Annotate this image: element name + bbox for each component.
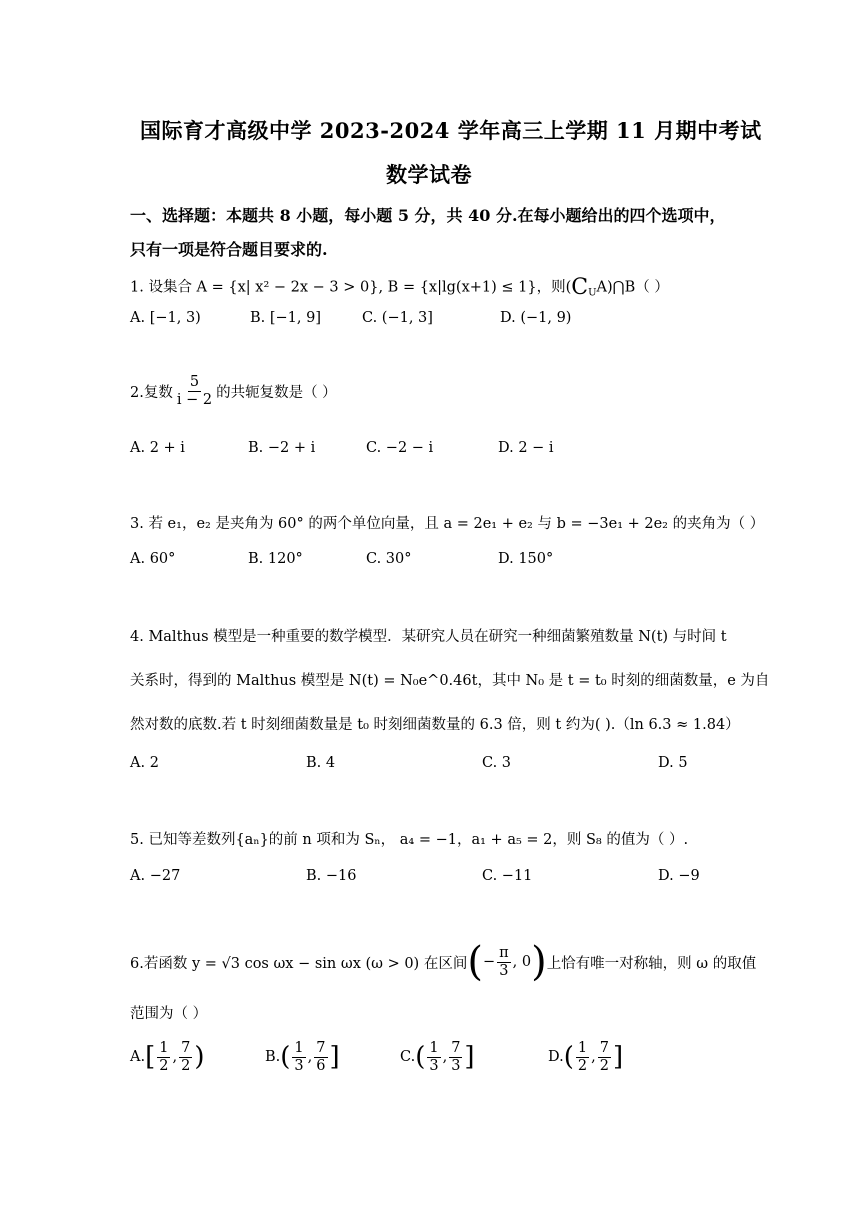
- minus-sign: −: [482, 954, 496, 970]
- q3-option-d: D. 150°: [498, 551, 554, 567]
- q5-option-d: D. −9: [658, 868, 700, 884]
- fraction-a: $\frac{1}{2}$: [159, 1040, 169, 1074]
- question-4-line1: 4. Malthus 模型是一种重要的数学模型．某研究人员在研究一种细菌繁殖数量 N(t) 与时间 t: [130, 629, 727, 645]
- question-2-suffix: 的共轭复数是（ ）: [216, 384, 337, 401]
- fraction-numerator: π: [499, 944, 509, 961]
- option-label: A.: [130, 1049, 146, 1066]
- fraction-b: $\frac{7}{6}$: [316, 1040, 326, 1074]
- q2-option-b: B. −2 + i: [248, 440, 316, 456]
- right-bracket: ): [194, 1042, 205, 1073]
- q1-option-a: A. [−1, 3): [130, 310, 201, 326]
- option-label: B.: [265, 1049, 281, 1066]
- fraction-a: $\frac{1}{3}$: [294, 1040, 304, 1074]
- question-2-stem: [130, 374, 337, 408]
- fraction-b: $\frac{7}{3}$: [451, 1040, 461, 1074]
- q6-option-d: [548, 1040, 623, 1074]
- q4-option-a: A. 2: [130, 755, 159, 771]
- question-4-line2: 关系时，得到的 Malthus 模型是 N(t) = N₀e^0.46t，其中 N₀ 是 t = t₀ 时刻的细菌数量，e 为自: [130, 673, 770, 689]
- question-1-text: 1. 设集合 A = {x| x² − 2x − 3 > 0}, B = {x|lg(x+1) ≤ 1}，则(: [130, 279, 572, 296]
- fraction-a: $\frac{1}{2}$: [577, 1040, 588, 1074]
- question-2-prefix: 2.复数: [130, 384, 173, 401]
- right-bracket: ]: [612, 1042, 624, 1073]
- left-bracket: [: [145, 1042, 156, 1073]
- q1-option-b: B. [−1, 9]: [250, 310, 322, 326]
- question-6-text-a: 6.若函数 y = √3 cos ωx − sin ωx (ω > 0) 在区间: [130, 955, 468, 972]
- question-6-text-b: 上恰有唯一对称轴，则 ω 的取值: [546, 955, 757, 972]
- question-6-line2: 范围为（ ）: [130, 1006, 208, 1022]
- left-bracket: (: [415, 1042, 426, 1073]
- complement-symbol: C: [571, 275, 589, 300]
- fraction-b: $\frac{7}{2}$: [181, 1040, 191, 1074]
- right-bracket: ]: [329, 1042, 340, 1073]
- question-2-fraction: [175, 374, 214, 408]
- question-5-stem: 5. 已知等差数列{aₙ}的前 n 项和为 Sₙ， a₄ = −1，a₁ + a₅ = 2，则 S₈ 的值为（ ）.: [130, 832, 689, 848]
- q6-option-c: [400, 1040, 475, 1074]
- q4-option-b: B. 4: [306, 755, 336, 771]
- fraction-b: $\frac{7}{2}$: [599, 1040, 609, 1074]
- q3-option-c: C. 30°: [366, 551, 412, 567]
- fraction-denominator: i − 2: [176, 391, 213, 408]
- q4-option-c: C. 3: [482, 755, 512, 771]
- fraction-denominator: 3: [499, 962, 509, 979]
- comma: ,: [172, 1049, 178, 1066]
- q5-option-b: B. −16: [306, 868, 357, 884]
- section-heading-line1: 一、选择题：本题共 8 小题，每小题 5 分，共 40 分.在每小题给出的四个选项中，: [130, 206, 726, 225]
- q2-option-c: C. −2 − i: [366, 440, 434, 456]
- q2-option-a: A. 2 + i: [130, 440, 185, 456]
- interval-fraction: [497, 945, 511, 979]
- q6-option-a: [130, 1040, 204, 1074]
- section-heading-line2: 只有一项是符合题目要求的.: [130, 240, 328, 259]
- q5-option-c: C. −11: [482, 868, 533, 884]
- question-6-stem: [130, 939, 757, 985]
- left-bracket: (: [280, 1042, 291, 1073]
- complement-subscript: U: [588, 287, 597, 299]
- page-subtitle: 数学试卷: [386, 162, 472, 187]
- comma: ,: [307, 1049, 313, 1066]
- left-bracket: (: [563, 1042, 574, 1073]
- q1-option-d: D. (−1, 9): [500, 310, 572, 326]
- option-label: C.: [400, 1049, 416, 1066]
- page-title: 国际育才高级中学 2023-2024 学年高三上学期 11 月期中考试: [140, 118, 762, 143]
- q6-option-b: [265, 1040, 340, 1074]
- interval-zero: , 0: [512, 954, 532, 970]
- q2-option-d: D. 2 − i: [498, 440, 554, 456]
- comma: ,: [442, 1049, 448, 1066]
- q3-option-b: B. 120°: [248, 551, 303, 567]
- q1-option-c: C. (−1, 3]: [362, 310, 433, 326]
- fraction-numerator: 5: [189, 374, 200, 390]
- question-1-stem: [130, 275, 669, 300]
- interval-right-paren: ): [531, 939, 547, 985]
- option-label: D.: [548, 1049, 564, 1066]
- question-1-tail: A)⋂B（ ）: [596, 279, 669, 296]
- question-3-stem: 3. 若 e₁，e₂ 是夹角为 60° 的两个单位向量，且 a = 2e₁ + e₂ 与 b = −3e₁ + 2e₂ 的夹角为（ ）: [130, 516, 765, 532]
- question-4-line3: 然对数的底数.若 t 时刻细菌数量是 t₀ 时刻细菌数量的 6.3 倍，则 t 约为( ).（ln 6.3 ≈ 1.84）: [130, 717, 740, 733]
- q4-option-d: D. 5: [658, 755, 688, 771]
- q5-option-a: A. −27: [130, 868, 181, 884]
- q3-option-a: A. 60°: [130, 551, 176, 567]
- interval-left-paren: (: [467, 939, 483, 985]
- right-bracket: ]: [464, 1042, 475, 1073]
- fraction-a: $\frac{1}{3}$: [429, 1040, 439, 1074]
- comma: ,: [591, 1049, 596, 1066]
